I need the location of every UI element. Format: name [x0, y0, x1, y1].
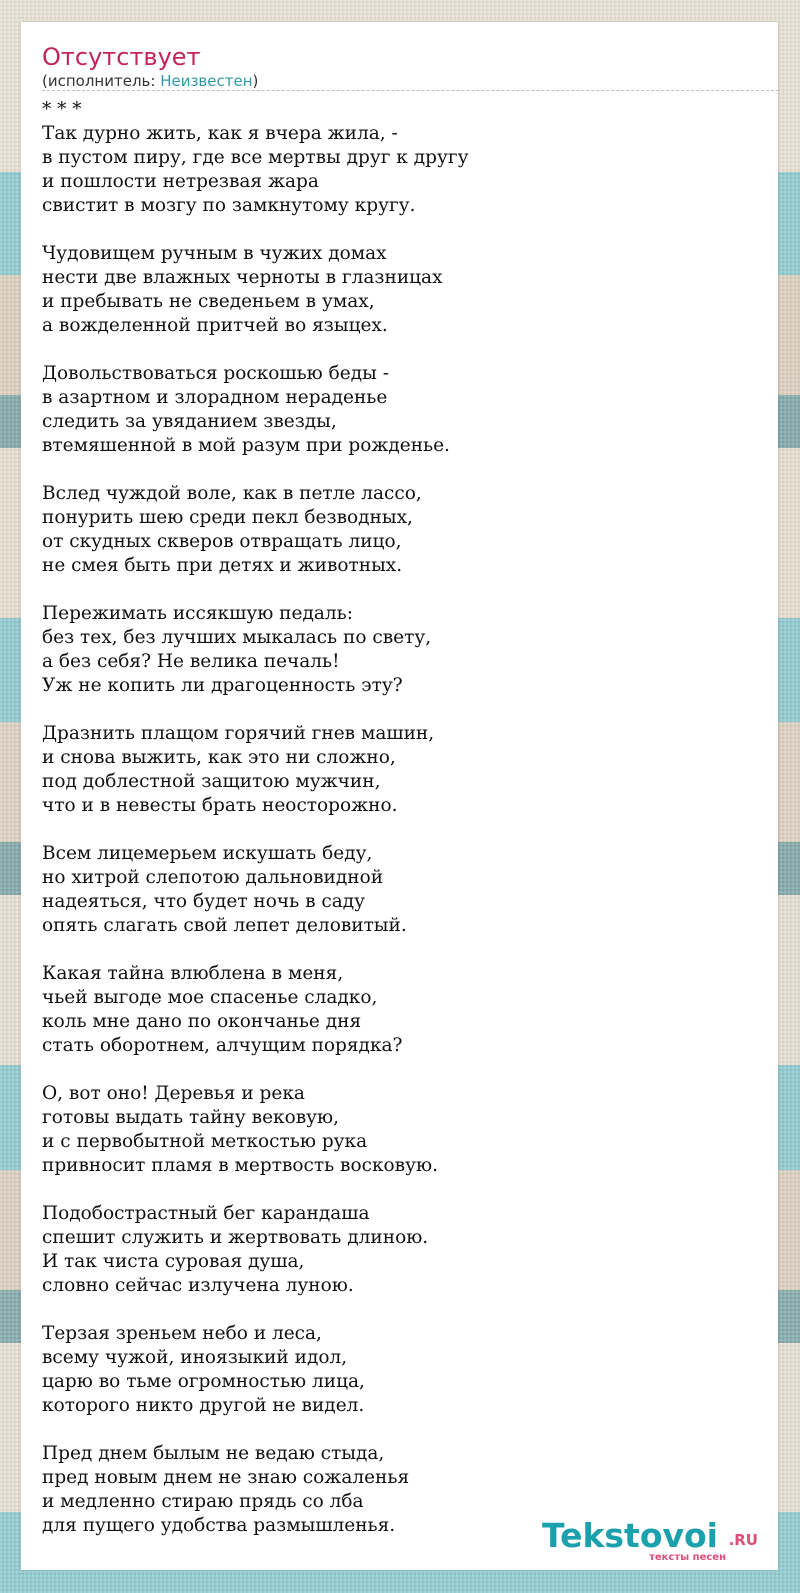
content-card: [21, 22, 778, 1570]
lyric-line: готовы выдать тайну вековую,: [42, 1107, 340, 1128]
lyric-line: * * *: [42, 99, 82, 120]
lyric-line: Вслед чуждой воле, как в петле лассо,: [42, 483, 422, 504]
lyric-line: Уж не копить ли драгоценность эту?: [42, 675, 403, 696]
stanza-gap: [42, 818, 762, 842]
lyric-line: свистит в мозгу по замкнутому кругу.: [42, 195, 416, 216]
lyric-line: опять слагать свой лепет деловитый.: [42, 915, 407, 936]
lyric-line: Какая тайна влюблена в меня,: [42, 963, 344, 984]
lyric-line: царю во тьме огромностью лица,: [42, 1371, 365, 1392]
performer-link[interactable]: Неизвестен: [160, 72, 253, 90]
lyric-line: и пошлости нетрезвая жара: [42, 171, 319, 192]
lyric-line: О, вот оно! Деревья и река: [42, 1083, 305, 1104]
lyric-line: спешит служить и жертвовать длиною.: [42, 1227, 429, 1248]
lyric-line: Подобострастный бег карандаша: [42, 1203, 370, 1224]
lyric-line: понурить шею среди пекл безводных,: [42, 507, 413, 528]
logo-tagline: тексты песен: [649, 1552, 726, 1563]
lyrics-text: [42, 98, 762, 1538]
lyric-line: для пущего удобства размышленья.: [42, 1515, 396, 1536]
lyric-line: Пред днем былым не ведаю стыда,: [42, 1443, 385, 1464]
performer-prefix: (исполнитель:: [42, 72, 161, 90]
stanza-gap: [42, 938, 762, 962]
site-logo[interactable]: [541, 1514, 766, 1570]
lyric-line: и пребывать не сведеньем в умах,: [42, 291, 375, 312]
lyric-line: в пустом пиру, где все мертвы друг к другу: [42, 147, 469, 168]
lyric-line: словно сейчас излучена луною.: [42, 1275, 354, 1296]
performer-suffix: ): [252, 72, 259, 90]
stanza-gap: [42, 458, 762, 482]
lyric-line: и снова выжить, как это ни сложно,: [42, 747, 396, 768]
stanza-gap: [42, 218, 762, 242]
lyric-line: коль мне дано по окончанье дня: [42, 1011, 362, 1032]
stanza-gap: [42, 1058, 762, 1082]
stanza-gap: [42, 1418, 762, 1442]
lyric-line: нести две влажных черноты в глазницах: [42, 267, 443, 288]
stanza-gap: [42, 698, 762, 722]
logo-name: Tekstovoi: [541, 1516, 718, 1555]
lyric-line: следить за увяданием звезды,: [42, 411, 337, 432]
lyric-line: от скудных скверов отвращать лицо,: [42, 531, 402, 552]
lyric-line: стать оборотнем, алчущим порядка?: [42, 1035, 403, 1056]
lyric-line: без тех, без лучших мыкалась по свету,: [42, 627, 432, 648]
lyric-line: Терзая зреньем небо и леса,: [42, 1323, 322, 1344]
lyric-line: не смея быть при детях и животных.: [42, 555, 403, 576]
stanza-gap: [42, 338, 762, 362]
lyric-line: Пережимать иссякшую педаль:: [42, 603, 353, 624]
lyric-line: надеяться, что будет ночь в саду: [42, 891, 366, 912]
lyric-line: Всем лицемерьем искушать беду,: [42, 843, 373, 864]
lyric-line: в азартном и злорадном нераденье: [42, 387, 388, 408]
lyric-line: но хитрой слепотою дальновидной: [42, 867, 384, 888]
lyric-line: а вожделенной притчей во языцех.: [42, 315, 388, 336]
song-title: Отсутствует: [42, 43, 201, 71]
stanza-gap: [42, 1178, 762, 1202]
lyric-line: чьей выгоде мое спасенье сладко,: [42, 987, 378, 1008]
lyric-line: что и в невесты брать неосторожно.: [42, 795, 398, 816]
lyric-line: которого никто другой не видел.: [42, 1395, 365, 1416]
lyric-line: И так чиста суровая душа,: [42, 1251, 305, 1272]
lyric-line: под доблестной защитою мужчин,: [42, 771, 381, 792]
lyric-line: пред новым днем не знаю сожаленья: [42, 1467, 410, 1488]
stanza-gap: [42, 1298, 762, 1322]
lyric-line: Довольствоваться роскошью беды -: [42, 363, 390, 384]
logo-tld: .RU: [728, 1531, 758, 1549]
lyric-line: всему чужой, иноязыкий идол,: [42, 1347, 348, 1368]
lyric-line: Так дурно жить, как я вчера жила, -: [42, 123, 398, 144]
lyric-line: Дразнить плащом горячий гнев машин,: [42, 723, 435, 744]
lyric-line: а без себя? Не велика печаль!: [42, 651, 340, 672]
lyric-line: втемяшенной в мой разум при рожденье.: [42, 435, 450, 456]
lyric-line: привносит пламя в мертвость восковую.: [42, 1155, 438, 1176]
lyric-line: Чудовищем ручным в чужих домах: [42, 243, 387, 264]
lyric-line: и медленно стираю прядь со лба: [42, 1491, 364, 1512]
header-divider: [42, 90, 779, 91]
performer-line: [42, 70, 258, 92]
stanza-gap: [42, 578, 762, 602]
lyric-line: и с первобытной меткостью рука: [42, 1131, 368, 1152]
